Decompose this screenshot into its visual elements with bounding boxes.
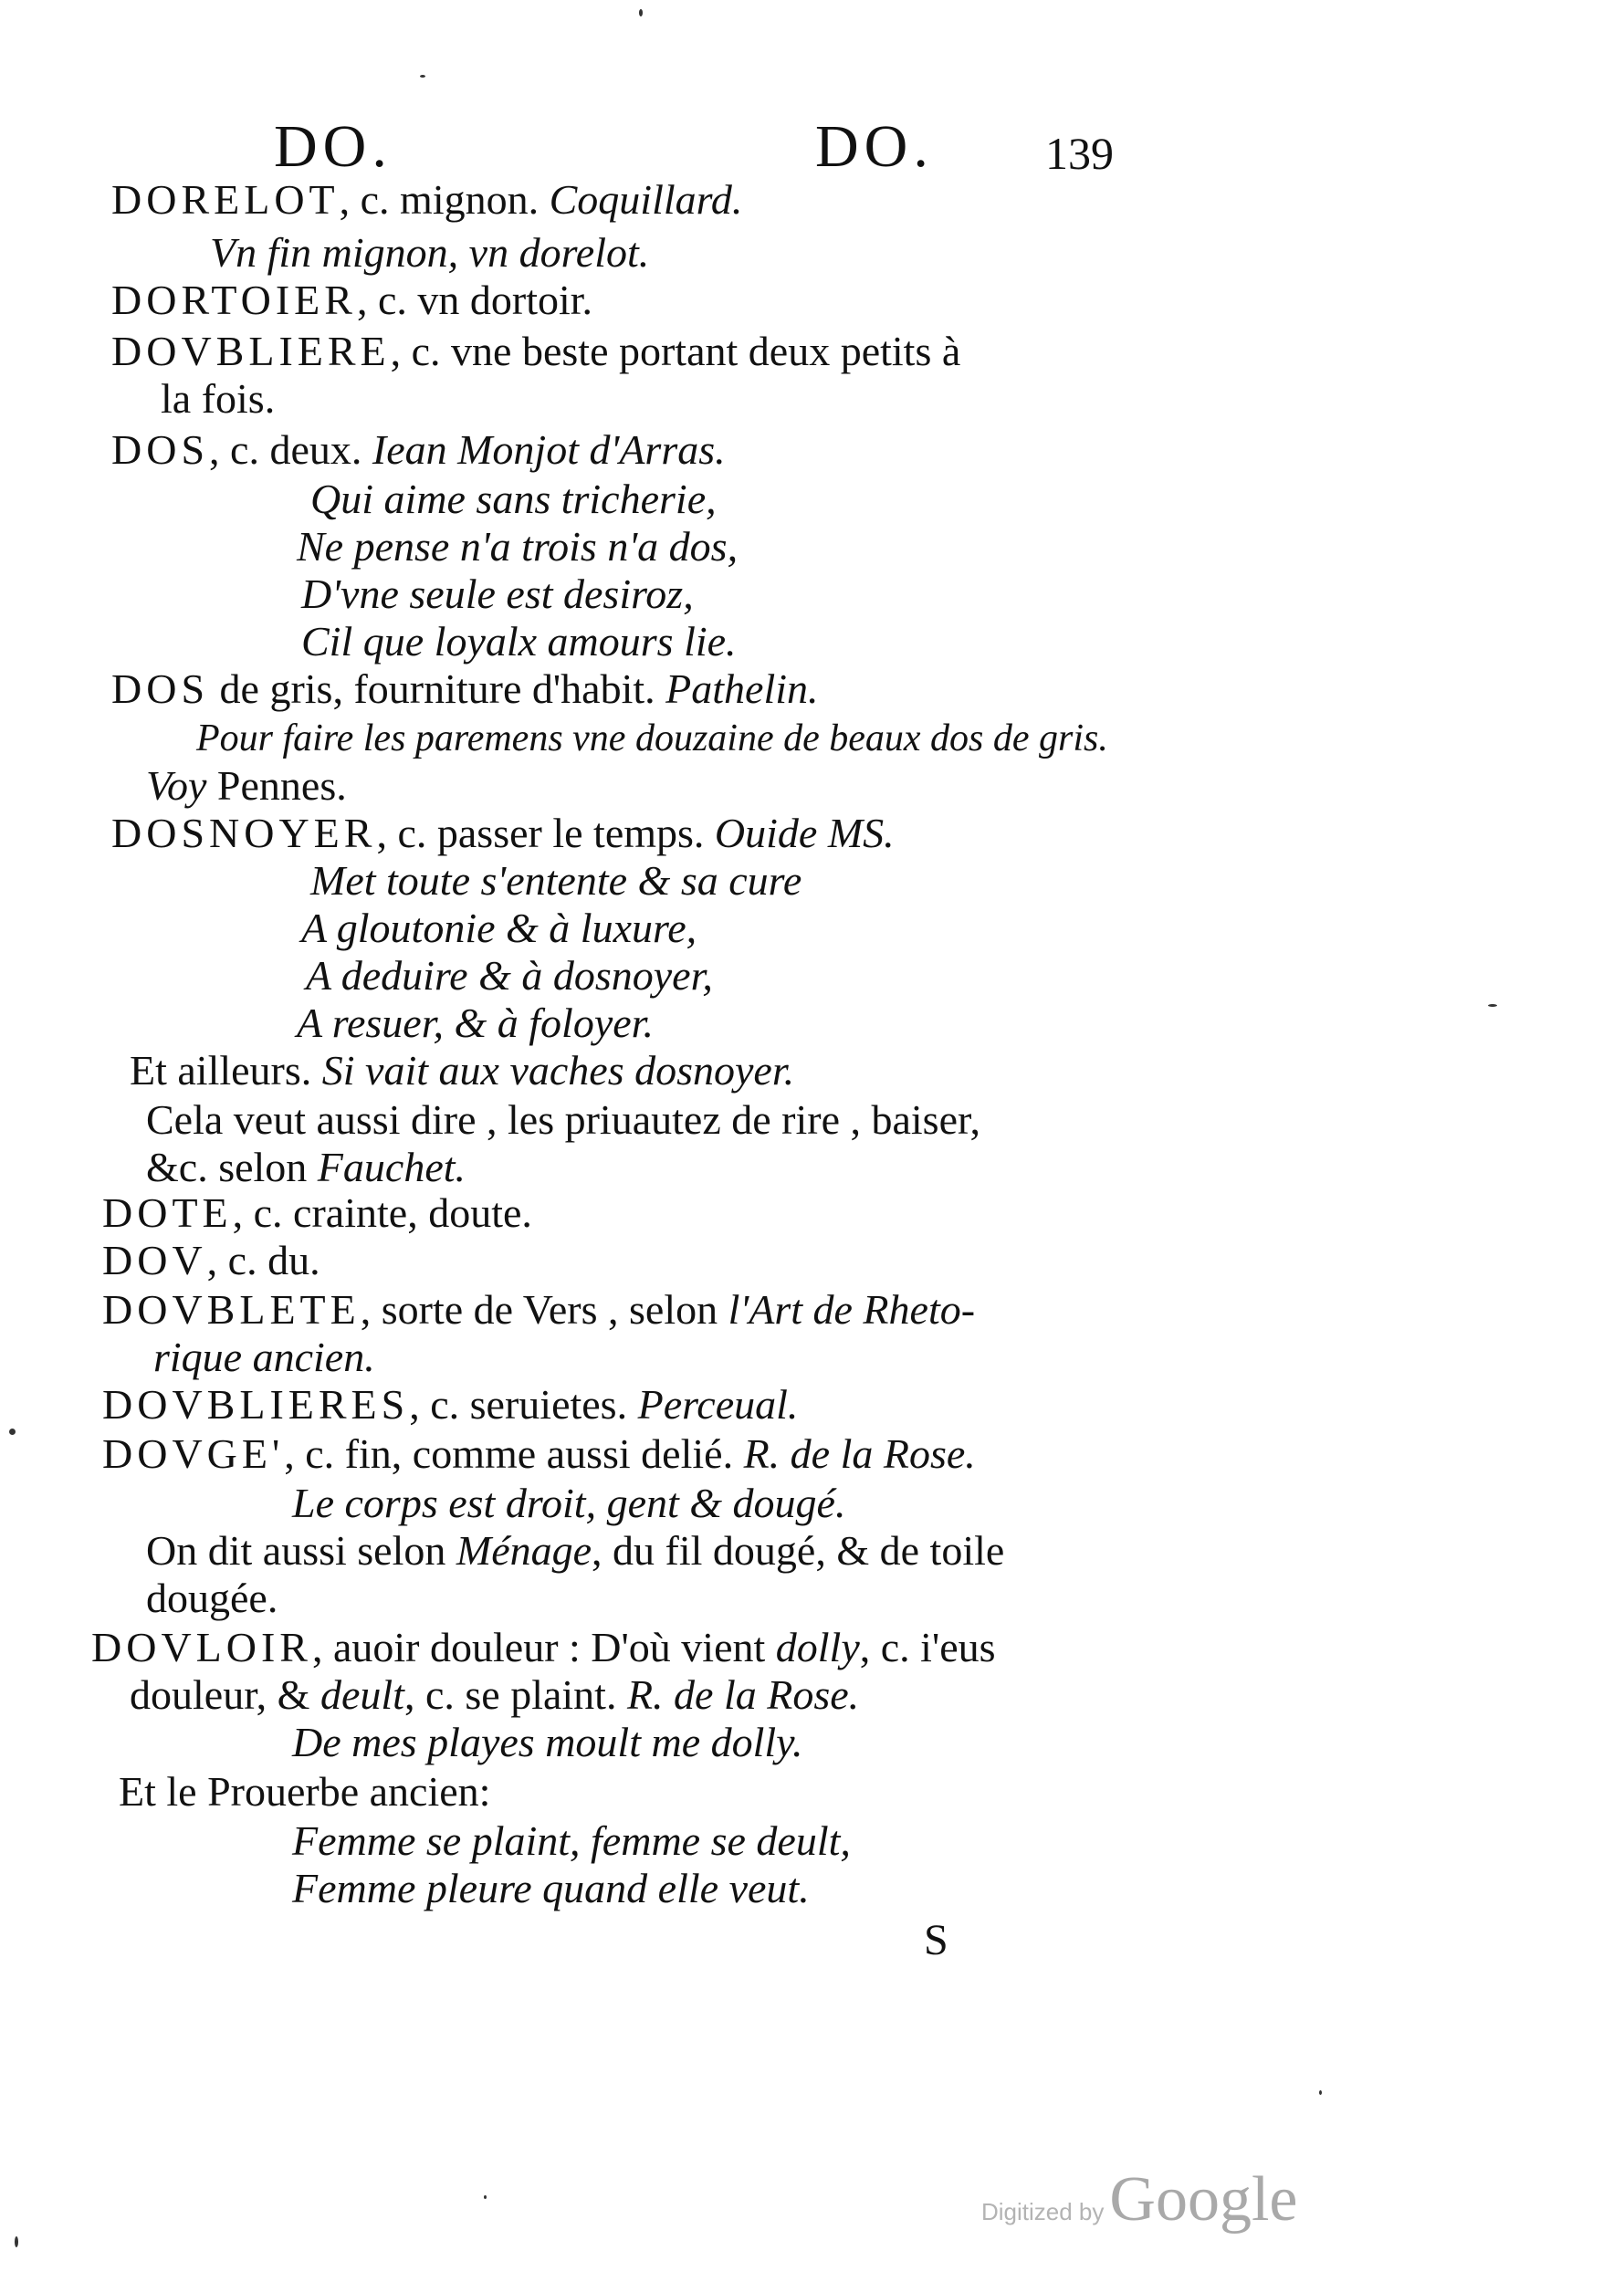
quote-line: D'vne seule est desiroz, xyxy=(301,570,694,617)
source-citation: l'Art de Rheto- xyxy=(728,1286,976,1333)
entry-line: DOV, c. du. xyxy=(102,1237,320,1283)
scan-speck xyxy=(1488,1004,1497,1007)
headword: DOVBLETE xyxy=(102,1286,361,1333)
running-header-left: DO. xyxy=(274,113,393,180)
quote-line: Pour faire les paremens vne douzaine de beaux dos de gris. xyxy=(196,717,1108,759)
continuation-line: la fois. xyxy=(161,375,276,422)
headword: DOVBLIERES xyxy=(102,1381,410,1428)
running-header-center: DO. xyxy=(815,113,934,180)
continuation-line: douleur, & deult, c. se plaint. R. de la Rose. xyxy=(130,1671,860,1718)
source-citation: Si vait aux vaches dosnoyer. xyxy=(321,1047,795,1094)
cross-reference-line: Voy Pennes. xyxy=(146,762,347,809)
headword: DOVBLIERE xyxy=(111,328,391,374)
headword: DOS xyxy=(111,426,210,473)
google-logo: Google xyxy=(1109,2164,1298,2235)
scan-speck xyxy=(9,1429,16,1435)
source-citation: Iean Monjot d'Arras. xyxy=(372,426,726,473)
headword: DORELOT xyxy=(111,176,340,223)
headword: DOS xyxy=(111,665,210,712)
scan-speck xyxy=(1319,2090,1322,2095)
quote-line: Met toute s'entente & sa cure xyxy=(310,857,802,904)
headword: DOVLOIR xyxy=(91,1624,312,1670)
scan-speck xyxy=(639,9,643,16)
source-citation: Pathelin. xyxy=(665,665,819,712)
source-citation: Ménage xyxy=(456,1527,592,1574)
source-citation: deult xyxy=(320,1671,404,1718)
quote-line: Qui aime sans tricherie, xyxy=(310,476,717,522)
quote-line: A gloutonie & à luxure, xyxy=(301,905,697,951)
headword: DOVGE' xyxy=(102,1430,285,1477)
digitized-by-google-watermark xyxy=(981,2163,1297,2236)
source-citation: R. de la Rose. xyxy=(743,1430,976,1477)
entry-line: DOVBLETE, sorte de Vers , selon l'Art de Rheto- xyxy=(102,1286,976,1333)
continuation-line: On dit aussi selon Ménage, du fil dougé, & de toile xyxy=(146,1527,1005,1574)
quote-line: Vn fin mignon, vn dorelot. xyxy=(210,229,650,276)
headword: DOTE xyxy=(102,1189,233,1236)
page-number: 139 xyxy=(1045,128,1114,179)
quote-line: Femme pleure quand elle veut. xyxy=(292,1865,810,1911)
continuation-line: dougée. xyxy=(146,1575,278,1621)
entry-line: DOVGE', c. fin, comme aussi delié. R. de la Rose. xyxy=(102,1430,976,1477)
entry-line: DOVBLIERES, c. seruietes. Perceual. xyxy=(102,1381,799,1428)
headword: DORTOIER xyxy=(111,277,357,323)
quote-line: De mes playes moult me dolly. xyxy=(292,1719,803,1765)
source-citation: Ouide MS. xyxy=(714,810,895,856)
scan-speck xyxy=(15,2236,18,2247)
source-citation: dolly xyxy=(775,1624,860,1670)
entry-line: DOSNOYER, c. passer le temps. Ouide MS. xyxy=(111,810,895,856)
quote-line: Cil que loyalx amours lie. xyxy=(301,618,737,665)
source-citation: Coquillard. xyxy=(549,176,743,223)
entry-line: Et le Prouerbe ancien: xyxy=(119,1768,491,1815)
entry-line: DORELOT, c. mignon. Coquillard. xyxy=(111,176,743,223)
source-citation: R. de la Rose. xyxy=(626,1671,860,1718)
source-citation: Perceual. xyxy=(637,1381,799,1428)
entry-line: DOVBLIERE, c. vne beste portant deux petits à xyxy=(111,328,961,374)
entry-line: DOS de gris, fourniture d'habit. Pathelin. xyxy=(111,665,819,712)
continuation-line: Cela veut aussi dire , les priuautez de rire , baiser, xyxy=(146,1096,980,1143)
scan-speck xyxy=(420,75,425,78)
quote-line: A deduire & à dosnoyer, xyxy=(306,952,713,999)
entry-line: DOVLOIR, auoir douleur : D'où vient dolly, c. i'eus xyxy=(91,1624,996,1670)
signature-mark: S xyxy=(924,1916,948,1964)
entry-line: DOS, c. deux. Iean Monjot d'Arras. xyxy=(111,426,726,473)
quote-line: Ne pense n'a trois n'a dos, xyxy=(297,523,739,570)
quote-line: Le corps est droit, gent & dougé. xyxy=(292,1480,846,1526)
entry-line: Et ailleurs. Si vait aux vaches dosnoyer. xyxy=(130,1047,795,1094)
entry-line: DOTE, c. crainte, doute. xyxy=(102,1189,532,1236)
headword: DOV xyxy=(102,1237,207,1283)
headword: DOSNOYER xyxy=(111,810,377,856)
entry-line: DORTOIER, c. vn dortoir. xyxy=(111,277,593,323)
source-citation: Fauchet. xyxy=(317,1144,466,1190)
quote-line: Femme se plaint, femme se deult, xyxy=(292,1817,851,1864)
continuation-line: rique ancien. xyxy=(153,1334,375,1380)
continuation-line: &c. selon Fauchet. xyxy=(146,1144,466,1190)
scan-speck xyxy=(484,2195,487,2199)
quote-line: A resuer, & à foloyer. xyxy=(297,1000,654,1046)
watermark-prefix: Digitized by xyxy=(981,2198,1105,2225)
